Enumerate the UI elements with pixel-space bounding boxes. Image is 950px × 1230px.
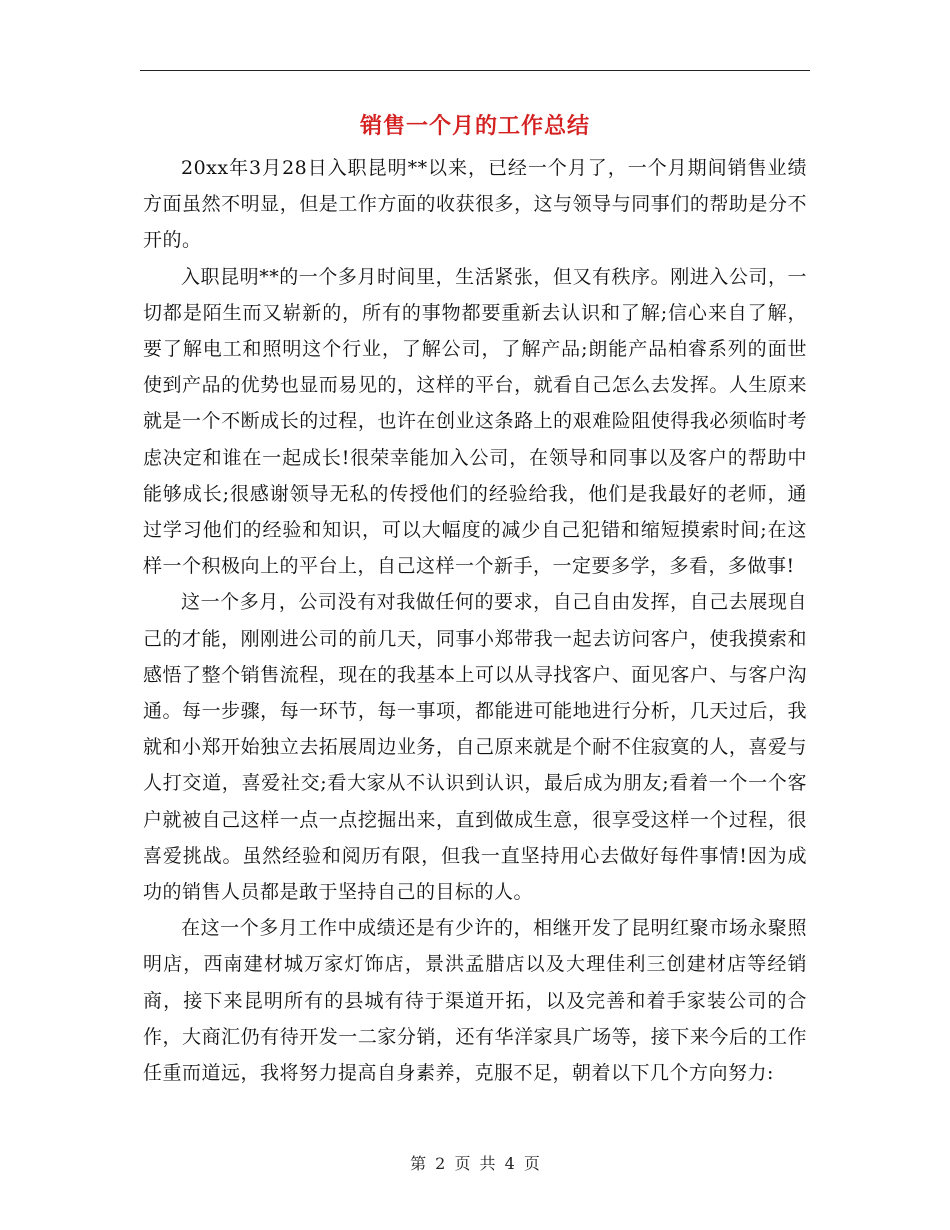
paragraph-1: 20xx年3月28日入职昆明**以来，已经一个月了，一个月期间销售业绩方面虽然不明显，但是工作方面的收获很多，这与领导与同事们的帮助是分不开的。 — [143, 157, 807, 252]
document-body — [143, 150, 807, 1091]
paragraph-3: 这一个多月，公司没有对我做任何的要求，自己自由发挥，自己去展现自己的才能，刚刚进公司的前几天，同事小郑带我一起去访问客户，使我摸索和感悟了整个销售流程，现在的我基本上可以从寻找客户、面见客户、与客户沟通。每一步骤，每一环节，每一事项，都能进可能地进行分析，几天过后，我就和小郑开始独立去拓展周边业务，自己原来就是个耐不住寂寞的人，喜爱与人打交道，喜爱社交;看大家从不认识到认识，最后成为朋友;看着一个一个客户就被自己这样一点一点挖掘出来，直到做成生意，很享受这样一个过程，很喜爱挑战。虽然经验和阅历有限，但我一直坚持用心去做好每件事情!因为成功的销售人员都是敢于坚持自己的目标的人。 — [143, 591, 807, 904]
paragraph-4: 在这一个多月工作中成绩还是有少许的，相继开发了昆明红聚市场永聚照明店，西南建材城万家灯饰店，景洪孟腊店以及大理佳利三创建材店等经销商，接下来昆明所有的县城有待于渠道开拓，以及完善和着手家装公司的合作，大商汇仍有待开发一二家分销，还有华洋家具广场等，接下来今后的工作任重而道远，我将努力提高自身素养，克服不足，朝着以下几个方向努力: — [143, 917, 807, 1085]
paragraph-2: 入职昆明**的一个多月时间里，生活紧张，但又有秩序。刚进入公司，一切都是陌生而又崭新的，所有的事物都要重新去认识和了解;信心来自了解，要了解电工和照明这个行业，了解公司，了解产品;朗能产品柏睿系列的面世使到产品的优势也显而易见的，这样的平台，就看自己怎么去发挥。人生原来就是一个不断成长的过程，也许在创业这条路上的艰难险阻使得我必须临时考虑决定和谁在一起成长!很荣幸能加入公司，在领导和同事以及客户的帮助中能够成长;很感谢领导无私的传授他们的经验给我，他们是我最好的老师，通过学习他们的经验和知识，可以大幅度的减少自己犯错和缩短摸索时间;在这样一个积极向上的平台上，自己这样一个新手，一定要多学，多看，多做事! — [143, 265, 807, 578]
header-rule — [140, 70, 810, 71]
document-title: 销售一个月的工作总结 — [359, 113, 590, 139]
page-number: 第 2 页 共 4 页 — [410, 1154, 540, 1173]
